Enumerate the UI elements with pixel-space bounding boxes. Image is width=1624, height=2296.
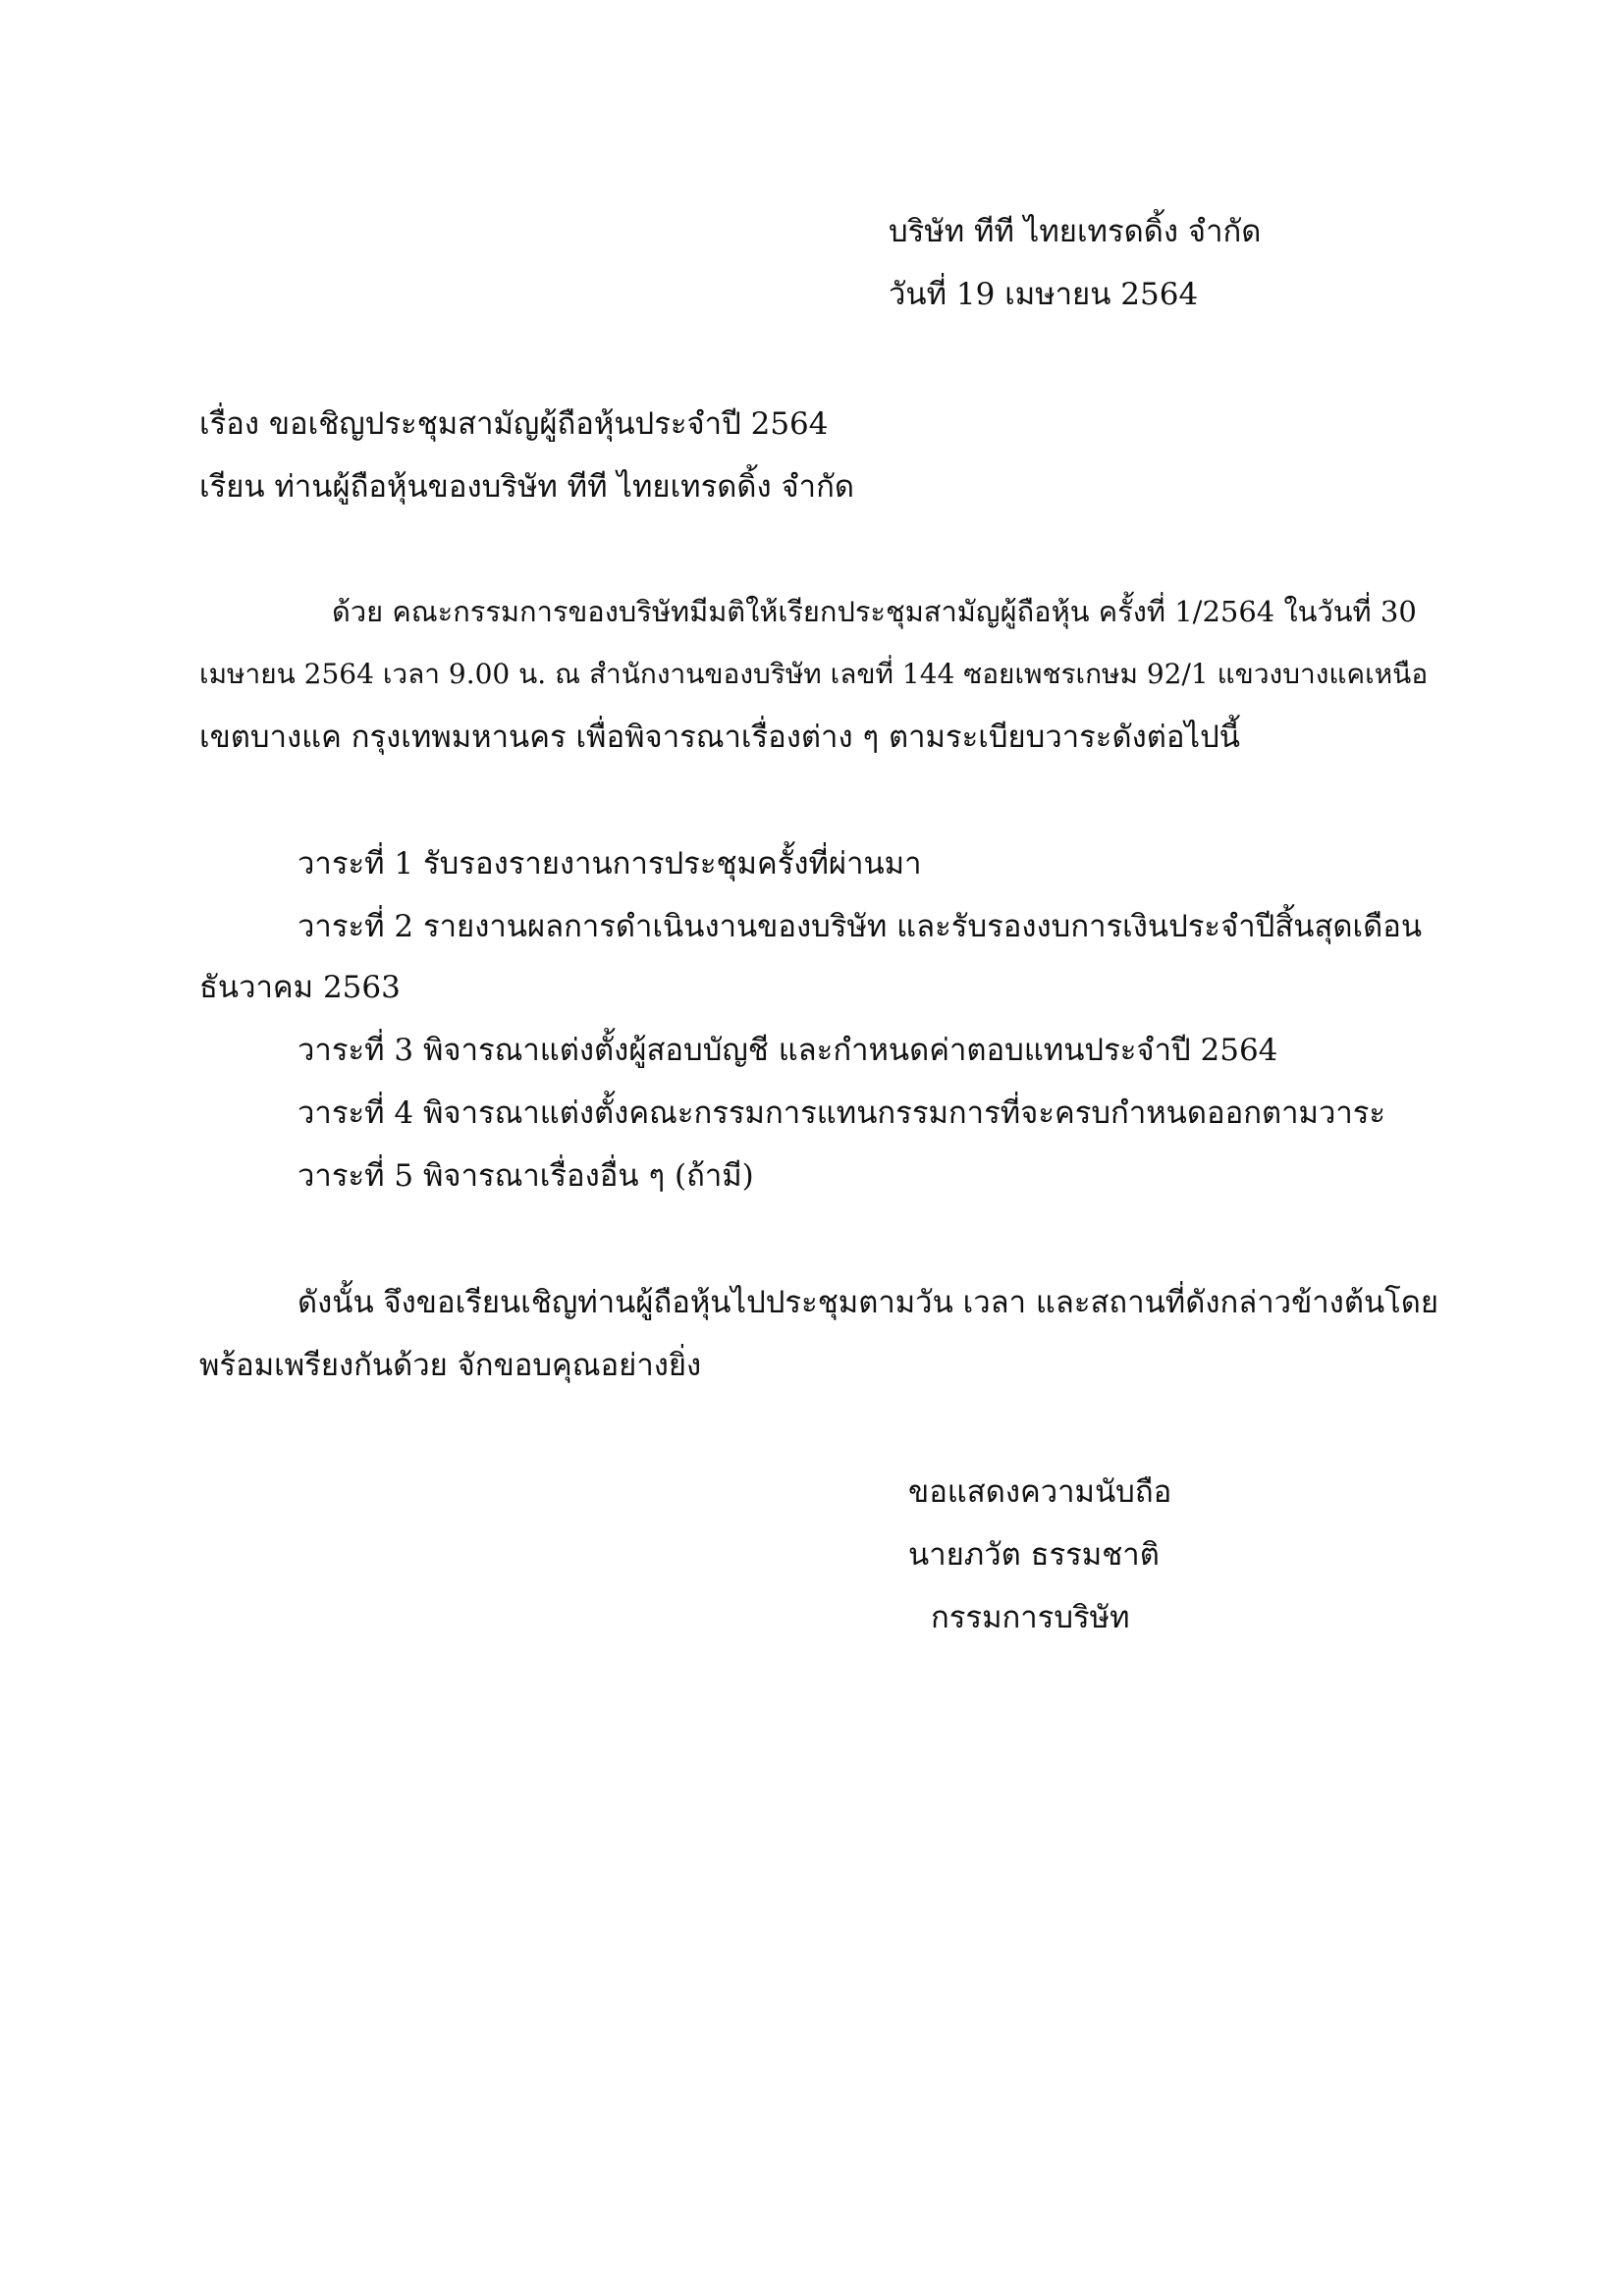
signature-name: นายภวัต ธรรมชาติ xyxy=(908,1537,1160,1573)
closing-line-2: พร้อมเพรียงกันด้วย จักขอบคุณอย่างยิ่ง xyxy=(199,1348,702,1383)
letter-subject: เรื่อง ขอเชิญประชุมสามัญผู้ถือหุ้นประจำปี 2564 xyxy=(199,406,829,442)
letter-date: วันที่ 19 เมษายน 2564 xyxy=(889,277,1199,312)
intro-line-2: เมษายน 2564 เวลา 9.00 น. ณ สำนักงานของบริษัท เลขที่ 144 ซอยเพชรเกษม 92/1 แขวงบางแคเหนือ xyxy=(199,658,1429,690)
agenda-item-2-continued: ธันวาคม 2563 xyxy=(199,970,401,1005)
agenda-item-2: วาระที่ 2 รายงานผลการดำเนินงานของบริษัท และรับรองงบการเงินประจำปีสิ้นสุดเดือน xyxy=(298,909,1423,944)
signature-title: กรรมการบริษัท xyxy=(931,1600,1130,1635)
agenda-item-3: วาระที่ 3 พิจารณาแต่งตั้งผู้สอบบัญชี และกำหนดค่าตอบแทนประจำปี 2564 xyxy=(298,1033,1278,1068)
agenda-item-4: วาระที่ 4 พิจารณาแต่งตั้งคณะกรรมการแทนกรรมการที่จะครบกำหนดออกตามวาระ xyxy=(298,1095,1386,1131)
company-name: บริษัท ทีที ไทยเทรดดิ้ง จำกัด xyxy=(889,214,1262,249)
signature-greeting: ขอแสดงความนับถือ xyxy=(908,1474,1172,1510)
agenda-item-1: วาระที่ 1 รับรองรายงานการประชุมครั้งที่ผ่านมา xyxy=(298,846,922,881)
intro-line-1: ด้วย คณะกรรมการของบริษัทมีมติให้เรียกประชุมสามัญผู้ถือหุ้น ครั้งที่ 1/2564 ในวันที่ 30 xyxy=(332,595,1417,628)
closing-line-1: ดังนั้น จึงขอเรียนเชิญท่านผู้ถือหุ้นไปประชุมตามวัน เวลา และสถานที่ดังกล่าวข้างต้นโดย xyxy=(298,1285,1439,1320)
letter-recipient: เรียน ท่านผู้ถือหุ้นของบริษัท ทีที ไทยเทรดดิ้ง จำกัด xyxy=(199,469,854,505)
intro-line-3: เขตบางแค กรุงเทพมหานคร เพื่อพิจารณาเรื่องต่าง ๆ ตามระเบียบวาระดังต่อไปนี้ xyxy=(199,720,1240,755)
agenda-item-5: วาระที่ 5 พิจารณาเรื่องอื่น ๆ (ถ้ามี) xyxy=(298,1158,754,1194)
